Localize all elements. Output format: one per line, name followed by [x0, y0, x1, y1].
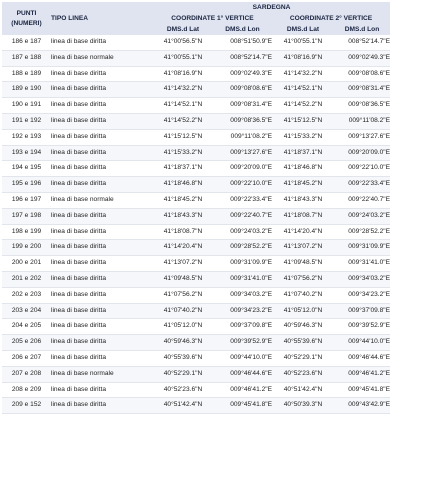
table-row	[2, 208, 390, 224]
cell-tipo-linea: linea di base normale	[51, 50, 153, 66]
cell-vertex2-lon: 009°08'36.5"E	[334, 98, 390, 114]
cell-vertex2-lat: 41°05'12.0"N	[272, 303, 334, 319]
cell-vertex2-lat: 41°14'20.4"N	[272, 224, 334, 240]
cell-vertex2-lon: 009°43'42.9"E	[334, 398, 390, 414]
table-row	[2, 145, 390, 161]
cell-vertex2-lat: 40°55'39.6"N	[272, 335, 334, 351]
cell-vertex2-lon: 009°46'41.2"E	[334, 366, 390, 382]
cell-vertex2-lon: 009°20'09.0"E	[334, 145, 390, 161]
cell-tipo-linea: linea di base diritta	[51, 208, 153, 224]
cell-vertex1-lat: 40°55'39.6"N	[153, 350, 213, 366]
cell-punti: 189 e 190	[2, 82, 51, 98]
header-lat-2: DMS.d Lat	[272, 24, 334, 35]
cell-vertex2-lon: 009°34'03.2"E	[334, 271, 390, 287]
cell-vertex1-lat: 41°15'12.5"N	[153, 129, 213, 145]
cell-tipo-linea: linea di base diritta	[51, 271, 153, 287]
table-row	[2, 192, 390, 208]
cell-punti: 186 e 187	[2, 35, 51, 50]
cell-vertex2-lat: 40°52'29.1"N	[272, 350, 334, 366]
cell-vertex1-lat: 41°14'32.2"N	[153, 82, 213, 98]
cell-vertex1-lon: 009°46'44.6"E	[213, 366, 272, 382]
cell-vertex1-lon: 009°39'52.9"E	[213, 335, 272, 351]
cell-vertex2-lat: 41°14'52.1"N	[272, 82, 334, 98]
cell-vertex2-lat: 41°14'32.2"N	[272, 66, 334, 82]
cell-vertex1-lon: 009°02'49.3"E	[213, 66, 272, 82]
header-lon-2: DMS.d Lon	[334, 24, 390, 35]
cell-vertex1-lat: 41°14'20.4"N	[153, 240, 213, 256]
cell-vertex2-lon: 009°34'23.2"E	[334, 287, 390, 303]
cell-punti: 201 e 202	[2, 271, 51, 287]
cell-vertex2-lon: 009°22'10.0"E	[334, 161, 390, 177]
cell-vertex1-lat: 41°15'33.2"N	[153, 145, 213, 161]
cell-vertex2-lat: 40°52'23.6"N	[272, 366, 334, 382]
table-body	[2, 35, 390, 414]
cell-punti: 207 e 208	[2, 366, 51, 382]
table-row	[2, 335, 390, 351]
cell-vertex1-lon: 009°08'08.6"E	[213, 82, 272, 98]
table-row	[2, 82, 390, 98]
cell-tipo-linea: linea di base diritta	[51, 113, 153, 129]
cell-vertex2-lon: 009°22'33.4"E	[334, 177, 390, 193]
table-row	[2, 98, 390, 114]
cell-vertex2-lon: 009°13'27.6"E	[334, 129, 390, 145]
cell-vertex2-lat: 41°14'52.2"N	[272, 98, 334, 114]
cell-vertex1-lon: 009°31'09.9"E	[213, 256, 272, 272]
table-row	[2, 35, 390, 50]
cell-vertex2-lon: 009°31'09.9"E	[334, 240, 390, 256]
cell-vertex2-lat: 41°13'07.2"N	[272, 240, 334, 256]
cell-tipo-linea: linea di base diritta	[51, 240, 153, 256]
cell-tipo-linea: linea di base normale	[51, 192, 153, 208]
cell-vertex1-lon: 009°13'27.6"E	[213, 145, 272, 161]
cell-vertex1-lon: 008°52'14.7"E	[213, 50, 272, 66]
cell-punti: 194 e 195	[2, 161, 51, 177]
cell-tipo-linea: linea di base normale	[51, 366, 153, 382]
cell-punti: 202 e 203	[2, 287, 51, 303]
table-row	[2, 366, 390, 382]
header-vertex-1: COORDINATE 1° VERTICE	[153, 13, 272, 24]
cell-tipo-linea: linea di base diritta	[51, 82, 153, 98]
cell-vertex1-lat: 40°52'29.1"N	[153, 366, 213, 382]
cell-tipo-linea: linea di base diritta	[51, 129, 153, 145]
cell-vertex2-lat: 41°15'12.5"N	[272, 113, 334, 129]
cell-vertex1-lat: 41°08'16.9"N	[153, 66, 213, 82]
cell-vertex1-lon: 009°20'09.0"E	[213, 161, 272, 177]
cell-vertex2-lon: 009°08'31.4"E	[334, 82, 390, 98]
cell-punti: 205 e 206	[2, 335, 51, 351]
cell-punti: 203 e 204	[2, 303, 51, 319]
cell-vertex2-lon: 009°02'49.3"E	[334, 50, 390, 66]
cell-vertex2-lon: 009°45'41.8"E	[334, 382, 390, 398]
cell-punti: 192 e 193	[2, 129, 51, 145]
cell-vertex1-lon: 009°22'40.7"E	[213, 208, 272, 224]
cell-punti: 197 e 198	[2, 208, 51, 224]
table-row	[2, 50, 390, 66]
table-row	[2, 129, 390, 145]
cell-vertex2-lat: 40°50'39.3"N	[272, 398, 334, 414]
cell-punti: 196 e 197	[2, 192, 51, 208]
header-numeri-label: (NUMERI)	[11, 19, 42, 27]
header-row-region	[2, 2, 390, 13]
cell-vertex2-lon: 009°39'52.9"E	[334, 319, 390, 335]
cell-tipo-linea: linea di base diritta	[51, 382, 153, 398]
header-punti	[2, 2, 51, 35]
table-row	[2, 350, 390, 366]
cell-vertex1-lat: 41°00'56.5"N	[153, 35, 213, 50]
cell-vertex1-lon: 009°46'41.2"E	[213, 382, 272, 398]
cell-vertex1-lat: 40°51'42.4"N	[153, 398, 213, 414]
cell-vertex2-lon: 009°31'41.0"E	[334, 256, 390, 272]
cell-tipo-linea: linea di base diritta	[51, 287, 153, 303]
table-row	[2, 382, 390, 398]
cell-punti: 191 e 192	[2, 113, 51, 129]
cell-vertex1-lat: 40°52'23.6"N	[153, 382, 213, 398]
header-punti-label: PUNTI	[16, 9, 37, 17]
cell-vertex2-lon: 008°52'14.7"E	[334, 35, 390, 50]
cell-tipo-linea: linea di base diritta	[51, 145, 153, 161]
cell-vertex2-lat: 40°59'46.3"N	[272, 319, 334, 335]
cell-vertex1-lon: 009°28'52.2"E	[213, 240, 272, 256]
cell-vertex1-lat: 41°13'07.2"N	[153, 256, 213, 272]
cell-vertex2-lat: 41°09'48.5"N	[272, 256, 334, 272]
cell-vertex1-lat: 41°18'08.7"N	[153, 224, 213, 240]
cell-vertex2-lat: 41°08'16.9"N	[272, 50, 334, 66]
cell-vertex2-lon: 009°44'10.0"E	[334, 335, 390, 351]
cell-vertex2-lon: 009°22'40.7"E	[334, 192, 390, 208]
cell-vertex2-lon: 009°24'03.2"E	[334, 208, 390, 224]
cell-punti: 195 e 196	[2, 177, 51, 193]
cell-vertex2-lat: 41°18'37.1"N	[272, 145, 334, 161]
header-lat-1: DMS.d Lat	[153, 24, 213, 35]
header-tipo-linea: TIPO LINEA	[51, 2, 153, 35]
cell-tipo-linea: linea di base diritta	[51, 177, 153, 193]
cell-punti: 188 e 189	[2, 66, 51, 82]
cell-vertex1-lat: 41°05'12.0"N	[153, 319, 213, 335]
table-row	[2, 240, 390, 256]
cell-vertex1-lon: 008°51'50.9"E	[213, 35, 272, 50]
cell-vertex1-lon: 009°22'10.0"E	[213, 177, 272, 193]
cell-vertex1-lat: 41°09'48.5"N	[153, 271, 213, 287]
cell-punti: 208 e 209	[2, 382, 51, 398]
table-row	[2, 113, 390, 129]
cell-punti: 206 e 207	[2, 350, 51, 366]
header-lon-1: DMS.d Lon	[213, 24, 272, 35]
cell-punti: 190 e 191	[2, 98, 51, 114]
cell-vertex1-lon: 009°37'09.8"E	[213, 319, 272, 335]
cell-punti: 187 e 188	[2, 50, 51, 66]
cell-tipo-linea: linea di base diritta	[51, 350, 153, 366]
cell-tipo-linea: linea di base diritta	[51, 256, 153, 272]
table-row	[2, 319, 390, 335]
table-row	[2, 256, 390, 272]
cell-vertex1-lat: 41°18'45.2"N	[153, 192, 213, 208]
cell-vertex2-lat: 40°51'42.4"N	[272, 382, 334, 398]
cell-vertex1-lat: 41°07'56.2"N	[153, 287, 213, 303]
cell-vertex2-lon: 009°37'09.8"E	[334, 303, 390, 319]
cell-vertex1-lon: 009°45'41.8"E	[213, 398, 272, 414]
cell-vertex1-lon: 009°44'10.0"E	[213, 350, 272, 366]
cell-vertex2-lat: 41°18'43.3"N	[272, 192, 334, 208]
cell-punti: 209 e 152	[2, 398, 51, 414]
table-row	[2, 287, 390, 303]
cell-punti: 199 e 200	[2, 240, 51, 256]
table-row	[2, 177, 390, 193]
cell-vertex1-lon: 009°22'33.4"E	[213, 192, 272, 208]
cell-tipo-linea: linea di base diritta	[51, 303, 153, 319]
table-row	[2, 161, 390, 177]
cell-vertex1-lat: 41°00'55.1"N	[153, 50, 213, 66]
cell-tipo-linea: linea di base diritta	[51, 98, 153, 114]
table-row	[2, 271, 390, 287]
table-row	[2, 398, 390, 414]
cell-vertex1-lat: 41°07'40.2"N	[153, 303, 213, 319]
cell-punti: 198 e 199	[2, 224, 51, 240]
cell-vertex1-lon: 009°24'03.2"E	[213, 224, 272, 240]
cell-vertex2-lat: 41°00'55.1"N	[272, 35, 334, 50]
cell-vertex1-lon: 009°08'31.4"E	[213, 98, 272, 114]
cell-vertex1-lon: 009°34'03.2"E	[213, 287, 272, 303]
cell-vertex1-lon: 009°11'08.2"E	[213, 129, 272, 145]
cell-vertex1-lon: 009°31'41.0"E	[213, 271, 272, 287]
cell-tipo-linea: linea di base diritta	[51, 335, 153, 351]
cell-vertex2-lat: 41°18'46.8"N	[272, 161, 334, 177]
cell-punti: 200 e 201	[2, 256, 51, 272]
table-row	[2, 224, 390, 240]
cell-vertex1-lon: 009°34'23.2"E	[213, 303, 272, 319]
cell-tipo-linea: linea di base diritta	[51, 66, 153, 82]
cell-punti: 193 e 194	[2, 145, 51, 161]
cell-vertex2-lat: 41°07'40.2"N	[272, 287, 334, 303]
coordinates-table	[2, 2, 390, 414]
cell-vertex2-lon: 009°11'08.2"E	[334, 113, 390, 129]
cell-tipo-linea: linea di base diritta	[51, 224, 153, 240]
header-region: SARDEGNA	[153, 2, 390, 13]
table-row	[2, 66, 390, 82]
cell-vertex2-lon: 009°28'52.2"E	[334, 224, 390, 240]
cell-vertex1-lat: 40°59'46.3"N	[153, 335, 213, 351]
cell-vertex2-lon: 009°08'08.6"E	[334, 66, 390, 82]
cell-vertex2-lat: 41°18'45.2"N	[272, 177, 334, 193]
cell-vertex1-lat: 41°18'43.3"N	[153, 208, 213, 224]
cell-vertex1-lat: 41°18'46.8"N	[153, 177, 213, 193]
cell-punti: 204 e 205	[2, 319, 51, 335]
cell-vertex2-lat: 41°15'33.2"N	[272, 129, 334, 145]
cell-tipo-linea: linea di base diritta	[51, 35, 153, 50]
cell-vertex1-lat: 41°14'52.1"N	[153, 98, 213, 114]
cell-vertex2-lat: 41°07'56.2"N	[272, 271, 334, 287]
cell-vertex1-lon: 009°08'36.5"E	[213, 113, 272, 129]
table-row	[2, 303, 390, 319]
cell-tipo-linea: linea di base diritta	[51, 398, 153, 414]
cell-vertex2-lon: 009°46'44.6"E	[334, 350, 390, 366]
cell-vertex1-lat: 41°18'37.1"N	[153, 161, 213, 177]
header-vertex-2: COORDINATE 2° VERTICE	[272, 13, 390, 24]
cell-tipo-linea: linea di base diritta	[51, 161, 153, 177]
cell-tipo-linea: linea di base diritta	[51, 319, 153, 335]
cell-vertex1-lat: 41°14'52.2"N	[153, 113, 213, 129]
cell-vertex2-lat: 41°18'08.7"N	[272, 208, 334, 224]
